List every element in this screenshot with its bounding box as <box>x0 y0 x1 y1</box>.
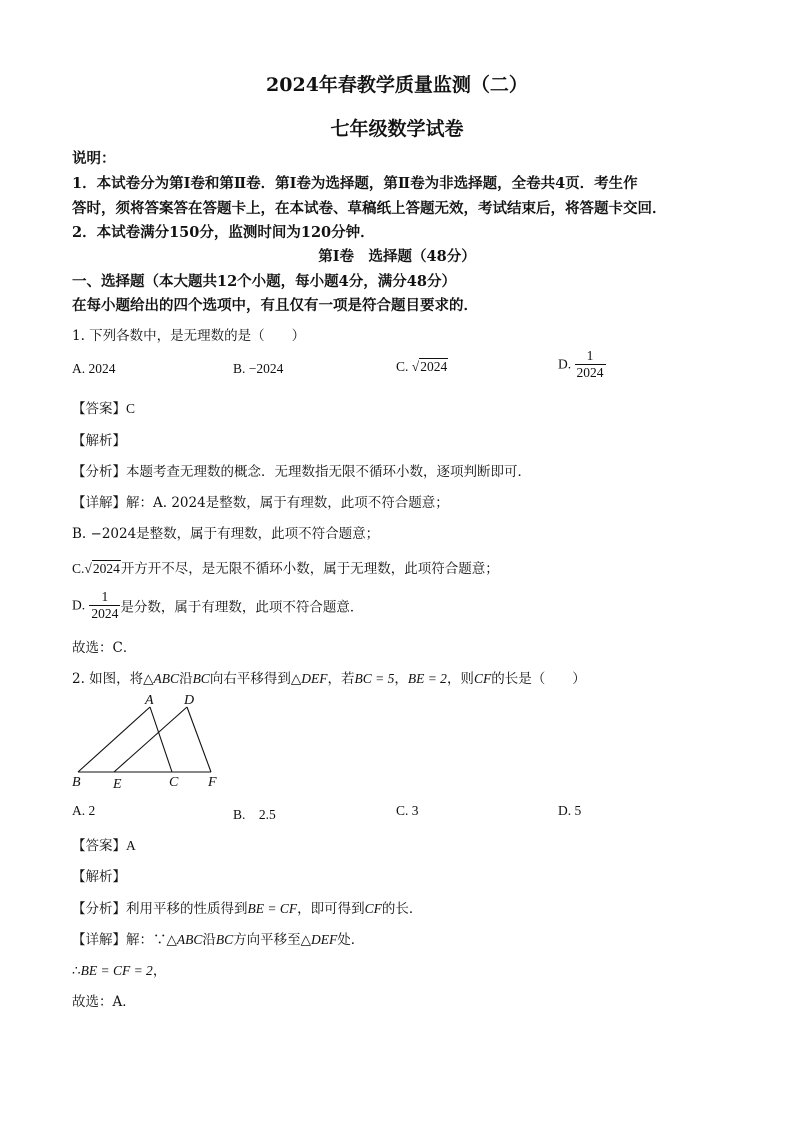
detail-tag: 【详解】 <box>72 932 126 948</box>
fenxi-text: 的长． <box>381 901 423 917</box>
q2-analysis-tag: 【解析】 <box>72 869 126 885</box>
q1-conclusion: 故选：C． <box>72 640 137 656</box>
q2-option-b: B. 2.5 <box>233 807 276 822</box>
instruction-2: 2．本试卷满分150分，监测时间为120分钟． <box>72 224 375 241</box>
detail-tag: 【详解】 <box>72 495 126 511</box>
detail-c-text: 开方开不尽，是无限不循环小数，属于无理数，此项符合题意； <box>120 561 499 577</box>
instruction-1-line-2: 答时，须将答案答在答题卡上，在本试卷、草稿纸上答题无效，考试结束后，将答题卡交回． <box>72 200 667 217</box>
translation-figure <box>60 688 240 794</box>
stem-text: 2. 如图，将 <box>72 671 144 687</box>
q1-option-b-label: B. <box>233 361 246 376</box>
fraction <box>575 348 606 381</box>
segment-df <box>187 707 211 772</box>
q1-option-d <box>558 348 606 381</box>
fraction-numerator: 1 <box>101 589 109 604</box>
q2-fenxi <box>72 897 422 917</box>
sqrt-radicand: 2024 <box>92 561 120 576</box>
therefore-symbol: ∴ <box>72 963 81 979</box>
q1-option-d-label: D. <box>558 356 572 372</box>
instructions-label: 说明： <box>72 150 116 167</box>
sqrt-radicand: 2024 <box>420 359 448 374</box>
stem-text: ，若 <box>327 671 355 687</box>
math-triangle-def: △DEF <box>290 671 328 686</box>
math-cf: CF <box>473 671 492 686</box>
q1-option-b <box>233 361 283 377</box>
part-title: 一、选择题（本大题共12个小题，每小题4分，满分48分） <box>72 273 456 290</box>
page-subtitle: 七年级数学试卷 <box>330 118 464 140</box>
q2-answer <box>72 834 136 854</box>
q1-detail-d <box>72 589 363 622</box>
q1-detail-a <box>72 491 449 511</box>
fenxi-text: 利用平移的性质得到 <box>126 901 248 917</box>
q2-detail <box>72 928 364 948</box>
q2-stem <box>72 667 586 687</box>
stem-text: 向右平移得到 <box>209 671 291 687</box>
detail-text: 解：∵ <box>126 932 167 948</box>
detail-text: 方向平移至 <box>233 932 301 948</box>
math-bc: BC <box>215 932 234 947</box>
label-c: C <box>169 775 179 790</box>
math-triangle-abc: △ABC <box>143 671 180 686</box>
answer-tag: 【答案】 <box>72 401 126 417</box>
q2-option-a: A. 2 <box>72 803 96 818</box>
fenxi-tag: 【分析】 <box>72 464 126 480</box>
stem-text: ，则 <box>446 671 474 687</box>
label-e: E <box>113 777 122 792</box>
label-a: A <box>145 693 154 708</box>
sqrt-expression: √2024 <box>84 561 120 576</box>
math-be-equals-cf: BE = CF <box>247 901 298 916</box>
math-triangle-abc: △ABC <box>166 932 203 947</box>
page-title: 2024年春教学质量监测（二） <box>266 74 528 96</box>
q1-analysis-tag: 【解析】 <box>72 433 126 449</box>
q1-fenxi <box>72 460 531 480</box>
fraction <box>89 589 120 622</box>
math-cf: CF <box>364 901 382 916</box>
section-heading: 第Ⅰ卷 选择题（48分） <box>318 248 476 265</box>
answer-tag: 【答案】 <box>72 838 126 854</box>
part-note: 在每小题给出的四个选项中，有且仅有一项是符合题目要求的． <box>72 297 478 314</box>
detail-c-prefix: C. <box>72 561 85 576</box>
label-f: F <box>208 775 217 790</box>
segment-ab <box>78 707 150 772</box>
q1-option-a: A. 2024 <box>72 361 116 376</box>
q2-result <box>72 959 166 979</box>
q1-option-b-value: −2024 <box>248 361 284 376</box>
q2-option-d: D. 5 <box>558 803 582 818</box>
stem-text: ， <box>394 671 408 687</box>
segment-ed <box>114 707 187 772</box>
q1-detail-c <box>72 557 499 577</box>
q1-stem: 1. 下列各数中，是无理数的是（ ） <box>72 328 306 344</box>
fraction-denominator: 2024 <box>91 606 119 621</box>
detail-d-prefix: D. <box>72 597 86 613</box>
detail-d-text: 是分数，属于有理数，此项不符合题意． <box>120 599 364 616</box>
detail-text: 解：A. 2024是整数，属于有理数，此项不符合题意； <box>126 495 449 511</box>
detail-text: 处． <box>337 932 365 948</box>
math-bc: BC <box>192 671 210 686</box>
q1-detail-b: B. −2024是整数，属于有理数，此项不符合题意； <box>72 526 380 542</box>
q2-option-c: C. 3 <box>396 803 419 818</box>
fraction-denominator: 2024 <box>576 365 604 380</box>
answer-value: C <box>126 401 136 416</box>
result-tail: ， <box>152 963 167 979</box>
answer-value: A <box>126 838 136 853</box>
math-result: BE = CF = 2 <box>80 963 153 978</box>
detail-text: 沿 <box>202 932 216 948</box>
math-triangle-def: △DEF <box>300 932 338 947</box>
label-d: D <box>184 693 195 708</box>
label-b: B <box>72 775 81 790</box>
instruction-1-line-1: 1．本试卷分为第Ⅰ卷和第Ⅱ卷．第Ⅰ卷为选择题，第Ⅱ卷为非选择题，全卷共4页．考生作 <box>72 175 638 192</box>
fenxi-text: 本题考查无理数的概念．无理数指无限不循环小数，逐项判断即可． <box>126 464 531 480</box>
fenxi-text: ，即可得到 <box>297 901 365 917</box>
q1-answer <box>72 397 135 417</box>
sqrt-expression: √2024 <box>411 359 448 374</box>
stem-text: 的长是（ ） <box>491 671 586 687</box>
math-condition-be: BE = 2 <box>407 671 447 686</box>
fraction-numerator: 1 <box>586 348 594 363</box>
q1-option-c <box>396 359 448 375</box>
stem-text: 沿 <box>179 671 193 687</box>
q2-conclusion: 故选：A． <box>72 994 136 1010</box>
q1-option-c-label: C. <box>396 359 409 374</box>
segment-ac <box>150 707 172 772</box>
math-condition-bc: BC = 5 <box>354 671 395 686</box>
fenxi-tag: 【分析】 <box>72 901 126 917</box>
